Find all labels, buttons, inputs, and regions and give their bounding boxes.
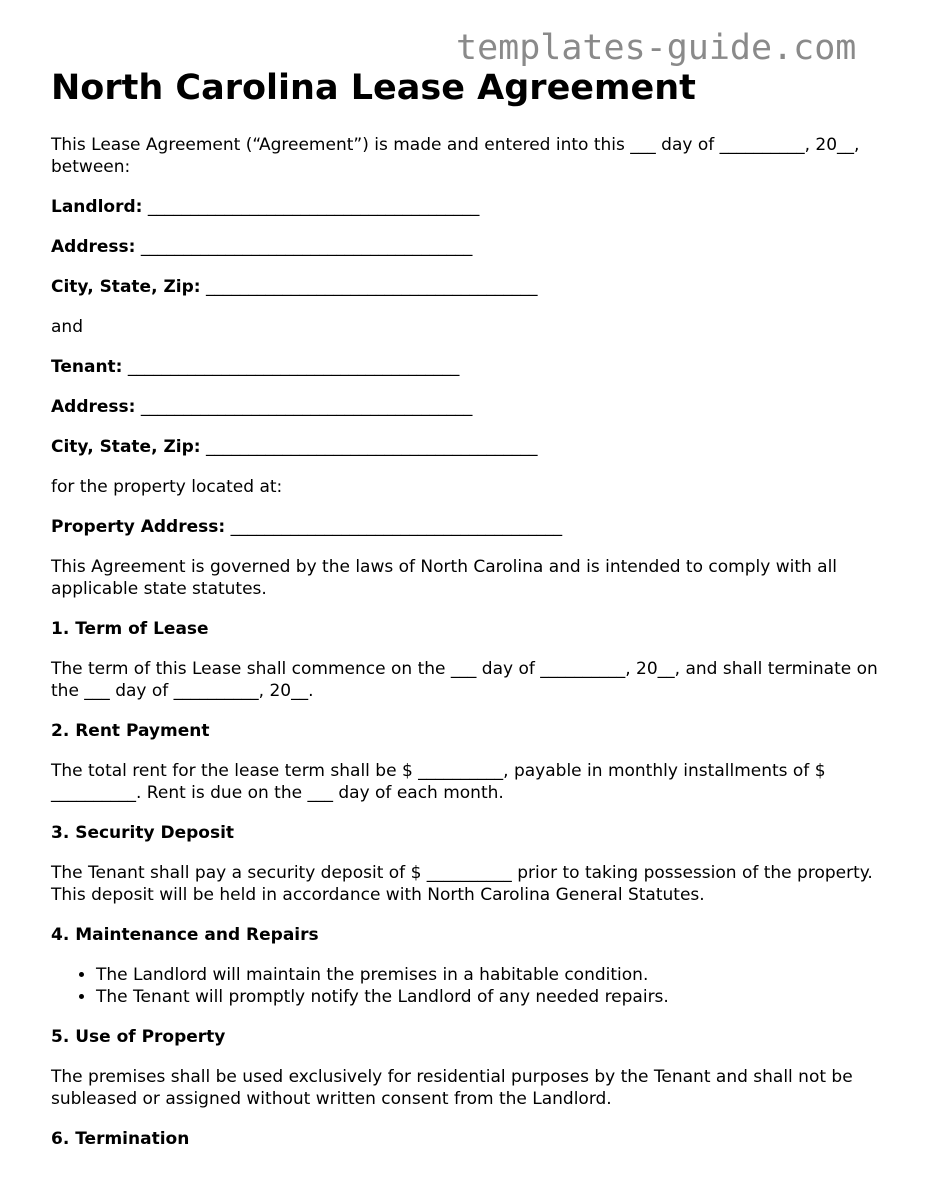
property-address-field [51, 516, 881, 538]
landlord-city-field [51, 276, 881, 298]
section-deposit-heading: 3. Security Deposit [51, 823, 235, 843]
landlord-city-blank: _______________________________________ [205, 277, 538, 297]
property-address-blank: _______________________________________ [230, 517, 563, 537]
tenant-address-label: Address: [51, 397, 136, 417]
document-title: North Carolina Lease Agreement [51, 68, 696, 108]
landlord-name-label: Landlord: [51, 197, 143, 217]
landlord-address-blank: _______________________________________ [140, 237, 473, 257]
tenant-name-field [51, 356, 881, 378]
governing-law-paragraph: This Agreement is governed by the laws of North Carolina and is intended to comply with all applicable state statutes. [51, 557, 838, 599]
tenant-city-blank: _______________________________________ [205, 437, 538, 457]
section-rent-text: The total rent for the lease term shall be $ __________, payable in monthly installments of $ __________. Rent is due on the ___ day of each month. [51, 761, 826, 803]
tenant-address-blank: _______________________________________ [140, 397, 473, 417]
tenant-name-label: Tenant: [51, 357, 123, 377]
tenant-address-field [51, 396, 881, 418]
intro-paragraph: This Lease Agreement (“Agreement”) is made and entered into this ___ day of __________, 20__, between: [51, 135, 860, 177]
list-item: • The Tenant will promptly notify the Landlord of any needed repairs. [96, 986, 881, 1008]
landlord-city-label: City, State, Zip: [51, 277, 201, 297]
property-address-label: Property Address: [51, 517, 226, 537]
maintenance-list [51, 964, 881, 1008]
property-intro: for the property located at: [51, 477, 283, 497]
tenant-city-label: City, State, Zip: [51, 437, 201, 457]
section-term-heading: 1. Term of Lease [51, 619, 209, 639]
section-rent-heading: 2. Rent Payment [51, 721, 210, 741]
section-use-heading: 5. Use of Property [51, 1027, 226, 1047]
landlord-name-field [51, 196, 881, 218]
list-item: • The Landlord will maintain the premises in a habitable condition. [96, 964, 881, 986]
section-use-text: The premises shall be used exclusively for residential purposes by the Tenant and shall not be subleased or assigned without written consent from the Landlord. [51, 1067, 853, 1109]
watermark: templates-guide.com [456, 28, 857, 68]
section-termination-heading: 6. Termination [51, 1129, 190, 1149]
and-text: and [51, 317, 83, 337]
tenant-city-field [51, 436, 881, 458]
section-term-text: The term of this Lease shall commence on the ___ day of __________, 20__, and shall terminate on the ___ day of __________, 20__. [51, 659, 878, 701]
section-deposit-text: The Tenant shall pay a security deposit of $ __________ prior to taking possession of the property. This deposit will be held in accordance with North Carolina General Statutes. [51, 863, 873, 905]
document-page [51, 66, 881, 1150]
section-maintenance-heading: 4. Maintenance and Repairs [51, 925, 319, 945]
landlord-address-label: Address: [51, 237, 136, 257]
landlord-name-blank: _______________________________________ [147, 197, 480, 217]
landlord-address-field [51, 236, 881, 258]
tenant-name-blank: _______________________________________ [127, 357, 460, 377]
